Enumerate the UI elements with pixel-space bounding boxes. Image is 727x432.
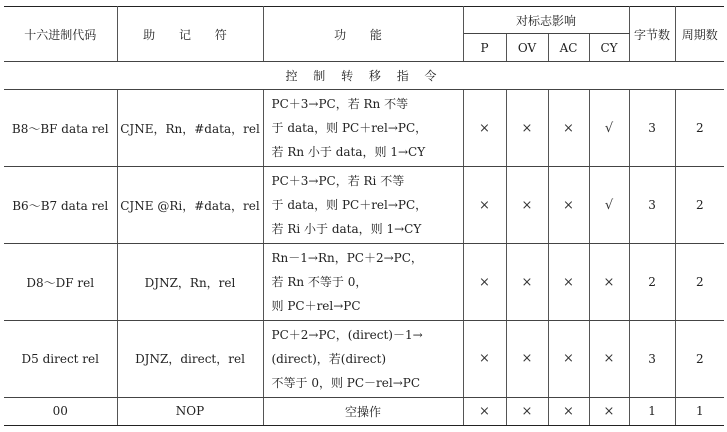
instruction-table: [4, 6, 724, 426]
mnemonic-cell: NOP: [117, 397, 263, 425]
function-line: 若 Rn 小于 data，则 1→CY: [271, 145, 426, 160]
bytes-cell: 3: [629, 90, 675, 167]
function-cell: 空操作: [263, 397, 463, 425]
function-line: 若 Ri 小于 data，则 1→CY: [271, 222, 422, 237]
cycles-cell: 2: [675, 90, 724, 167]
function-line: 若 Rn 不等于 0，: [271, 275, 368, 290]
mnemonic-cell: CJNE @Ri，#data，rel: [117, 167, 263, 244]
header-cycles: 周期数: [675, 7, 724, 62]
bytes-cell: 1: [629, 397, 675, 425]
flag-cy-cell: ×: [589, 397, 629, 425]
table-row: [4, 167, 724, 244]
cycles-cell: 1: [675, 397, 724, 425]
cycles-cell: 2: [675, 244, 724, 320]
flag-ov-cell: ×: [506, 244, 548, 320]
flag-ac-cell: ×: [548, 397, 589, 425]
flag-ov-cell: ×: [506, 320, 548, 397]
header-opcode: 十六进制代码: [4, 7, 117, 62]
header-flag-cy: CY: [589, 34, 629, 62]
function-cell: [263, 244, 463, 320]
opcode-cell: B6～B7 data rel: [4, 167, 117, 244]
flag-p-cell: ×: [463, 397, 506, 425]
header-mnemonic: 助 记 符: [117, 7, 263, 62]
flag-p-cell: ×: [463, 320, 506, 397]
flag-ac-cell: ×: [548, 90, 589, 167]
flag-cy-cell: ×: [589, 320, 629, 397]
function-cell: [263, 90, 463, 167]
function-line: PC＋3→PC，若 Ri 不等: [271, 174, 405, 189]
function-cell: [263, 167, 463, 244]
function-line: (direct)，若(direct): [271, 351, 387, 366]
flag-cy-cell: ×: [589, 244, 629, 320]
function-line: 则 PC＋rel→PC: [271, 299, 361, 314]
opcode-cell: 00: [4, 397, 117, 425]
mnemonic-cell: CJNE，Rn，#data，rel: [117, 90, 263, 167]
flag-ov-cell: ×: [506, 397, 548, 425]
flag-ov-cell: ×: [506, 90, 548, 167]
function-line: PC＋2→PC，(direct)－1→: [271, 327, 423, 342]
header-flag-ov: OV: [506, 34, 548, 62]
section-title: 控 制 转 移 指 令: [4, 62, 724, 90]
header-function: 功 能: [263, 7, 463, 62]
table-row: [4, 244, 724, 320]
bytes-cell: 2: [629, 244, 675, 320]
table-row: [4, 320, 724, 397]
function-line: 于 data，则 PC＋rel→PC，: [271, 121, 428, 136]
function-line: PC＋3→PC，若 Rn 不等: [271, 97, 409, 112]
opcode-cell: D5 direct rel: [4, 320, 117, 397]
opcode-cell: D8～DF rel: [4, 244, 117, 320]
header-flags-group: 对标志影响: [463, 7, 629, 34]
bytes-cell: 3: [629, 320, 675, 397]
mnemonic-cell: DJNZ，direct，rel: [117, 320, 263, 397]
flag-cy-cell: √: [589, 167, 629, 244]
flag-ac-cell: ×: [548, 320, 589, 397]
cycles-cell: 2: [675, 167, 724, 244]
flag-cy-cell: √: [589, 90, 629, 167]
flag-p-cell: ×: [463, 90, 506, 167]
table-row: [4, 90, 724, 167]
cycles-cell: 2: [675, 320, 724, 397]
flag-p-cell: ×: [463, 244, 506, 320]
function-line: 于 data，则 PC＋rel→PC，: [271, 198, 428, 213]
header-flag-ac: AC: [548, 34, 589, 62]
flag-ov-cell: ×: [506, 167, 548, 244]
mnemonic-cell: DJNZ，Rn，rel: [117, 244, 263, 320]
flag-ac-cell: ×: [548, 167, 589, 244]
function-line: 不等于 0，则 PC－rel→PC: [271, 375, 421, 390]
opcode-cell: B8～BF data rel: [4, 90, 117, 167]
flag-ac-cell: ×: [548, 244, 589, 320]
header-flag-p: P: [463, 34, 506, 62]
bytes-cell: 3: [629, 167, 675, 244]
flag-p-cell: ×: [463, 167, 506, 244]
function-line: Rn－1→Rn，PC＋2→PC，: [271, 251, 423, 266]
header-bytes: 字节数: [629, 7, 675, 62]
function-cell: [263, 320, 463, 397]
table-row: [4, 397, 724, 425]
